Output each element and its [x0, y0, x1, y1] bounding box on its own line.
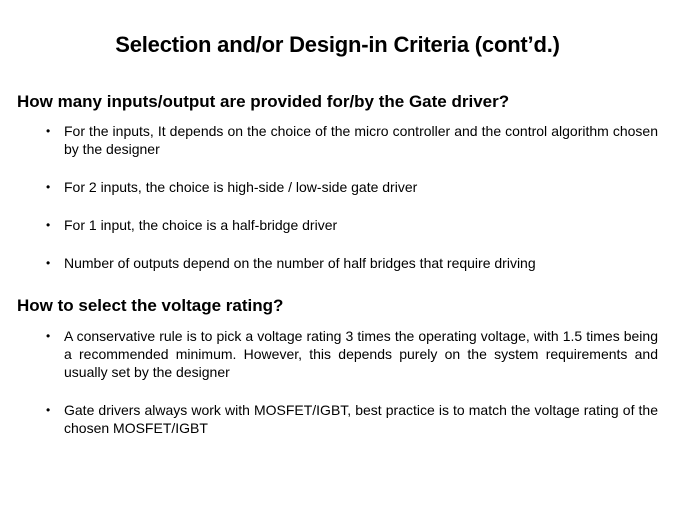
- bullet-dot-icon: •: [46, 218, 51, 232]
- bullet-item: [46, 401, 658, 437]
- bullet-text: Number of outputs depend on the number of half bridges that require driving: [64, 255, 536, 271]
- bullet-dot-icon: •: [46, 124, 51, 138]
- bullet-text: For 2 inputs, the choice is high-side / low-side gate driver: [64, 179, 418, 195]
- bullet-dot-icon: •: [46, 403, 51, 417]
- section-heading-inputs-outputs: How many inputs/output are provided for/by the Gate driver?: [17, 92, 510, 111]
- bullet-item: [46, 178, 658, 196]
- bullet-item: [46, 122, 658, 158]
- bullet-text: For the inputs, It depends on the choice of the micro controller and the control algorithm chosen by the designer: [64, 123, 658, 157]
- bullet-item: [46, 327, 658, 381]
- slide-title: Selection and/or Design-in Criteria (cont’d.): [115, 32, 560, 57]
- bullet-text: A conservative rule is to pick a voltage rating 3 times the operating voltage, with 1.5 times being a recommended minimum. However, this depends purely on the system requirements and usually set by the designer: [64, 328, 658, 380]
- bullet-dot-icon: •: [46, 329, 51, 343]
- bullet-item: [46, 254, 658, 272]
- bullet-text: For 1 input, the choice is a half-bridge driver: [64, 217, 338, 233]
- section-heading-voltage-rating: How to select the voltage rating?: [17, 296, 284, 315]
- bullet-dot-icon: •: [46, 180, 51, 194]
- bullet-text: Gate drivers always work with MOSFET/IGBT, best practice is to match the voltage rating of the chosen MOSFET/IGBT: [64, 402, 658, 436]
- bullet-dot-icon: •: [46, 256, 51, 270]
- bullet-list-inputs-outputs: [46, 122, 658, 272]
- bullet-item: [46, 216, 658, 234]
- bullet-list-voltage-rating: [46, 327, 658, 437]
